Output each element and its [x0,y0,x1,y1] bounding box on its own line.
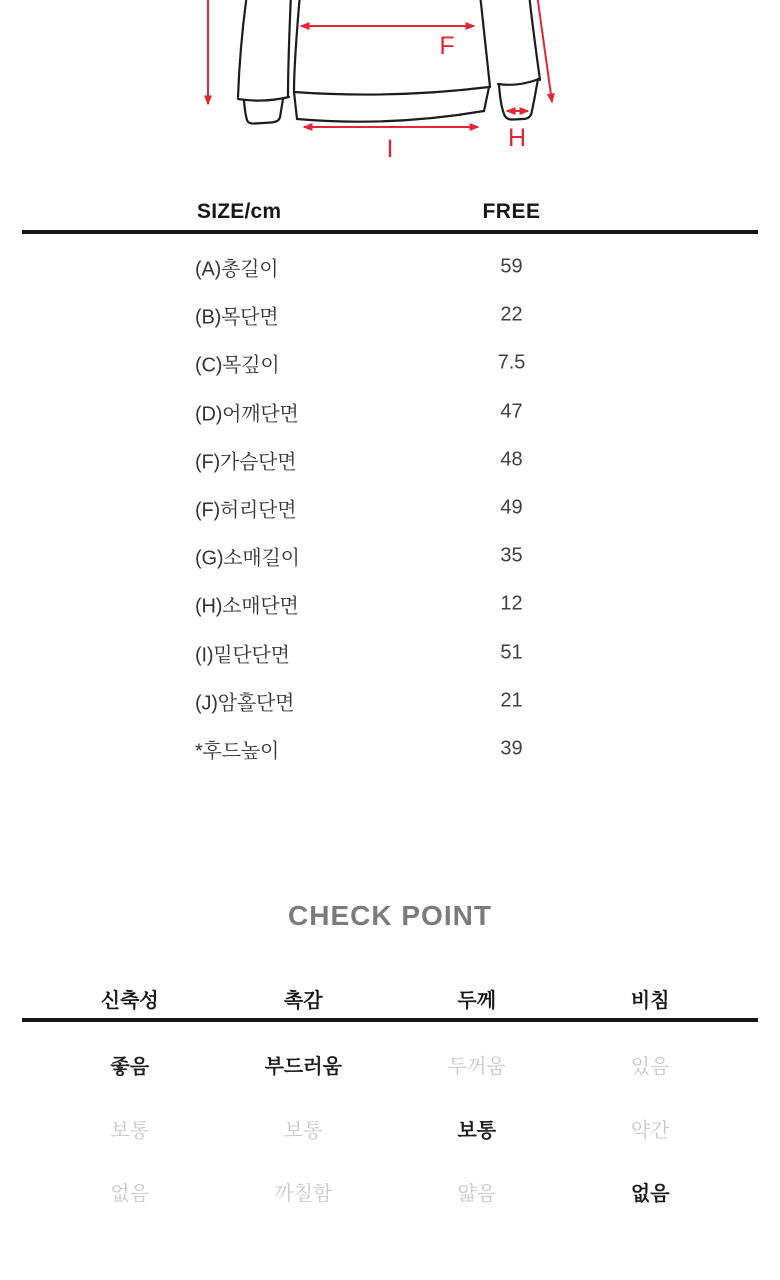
size-row-value: 47 [500,400,523,423]
size-row-label: (D)어깨단면 [195,403,299,426]
size-row-hem-width [0,629,780,677]
garment-measurement-diagram [0,0,780,172]
cp-header-sheerness: 비침 [630,990,670,1012]
size-row-waist-width [0,484,780,532]
measurement-arrows [208,0,552,127]
size-row-value: 7.5 [497,351,526,374]
size-row-value: 22 [500,303,523,326]
left-sleeve-inner-line [288,0,291,96]
left-sleeve-outer-line [238,0,247,97]
size-row-value: 48 [500,448,523,471]
size-row-value: 51 [500,641,523,664]
size-row-value: 35 [500,544,523,567]
size-row-label: (H)소매단면 [195,595,299,618]
size-row-neck-depth [0,339,780,387]
body-right-line [480,0,490,87]
sleeve-length-arrow [537,0,552,102]
size-row-label: (F)가슴단면 [195,451,297,474]
check-point-header-row [43,987,737,1015]
cp-row [43,1033,737,1097]
right-cuff-top-seam [498,79,539,85]
garment-outline [238,0,540,124]
cp-cell: 좋음 [110,1056,150,1079]
cp-cell: 까칠함 [274,1183,333,1206]
size-row-label: (A)총길이 [195,258,279,281]
label-f: F [439,32,455,60]
size-table-size-header: FREE [482,200,541,223]
check-point-table [43,1033,737,1224]
size-row-value: 59 [500,255,523,278]
size-row-hood-height [0,725,780,773]
size-row-label: *후드높이 [195,740,280,763]
label-h: H [507,124,527,152]
size-table [0,243,780,773]
size-row-label: (G)소매길이 [195,547,300,570]
check-point-title: CHECK POINT [288,900,492,931]
cp-cell: 보통 [283,1119,323,1142]
cp-header-thickness: 두께 [457,990,497,1012]
hem-band [294,87,489,122]
cp-cell: 보통 [110,1119,150,1142]
check-point-divider [22,1018,758,1022]
cp-cell: 없음 [110,1183,150,1206]
cp-header-stretch: 신축성 [100,990,159,1012]
size-row-shoulder-width [0,388,780,436]
size-row-neck-width [0,291,780,339]
size-row-value: 12 [500,592,523,615]
cp-row [43,1097,737,1161]
left-cuff [244,99,283,124]
cp-header-texture: 촉감 [283,990,323,1012]
size-row-label: (I)밑단단면 [195,644,290,667]
right-sleeve-outer-line [529,0,540,80]
size-row-label: (J)암홀단면 [195,692,295,715]
cp-cell: 없음 [630,1183,670,1206]
size-table-divider [22,230,758,234]
size-row-label: (F)허리단면 [195,499,297,522]
cp-cell: 보통 [457,1119,497,1142]
size-row-total-length [0,243,780,291]
size-row-cuff-width [0,580,780,628]
size-row-sleeve-length [0,532,780,580]
size-row-label: (B)목단면 [195,306,279,329]
cp-row [43,1160,737,1224]
measurement-labels [387,32,527,163]
cp-cell: 두꺼움 [447,1056,506,1079]
size-table-unit-header: SIZE/cm [197,200,282,223]
cp-cell: 약간 [630,1119,670,1142]
cp-cell: 얇음 [457,1183,497,1206]
hem-top-seam [294,87,489,95]
body-left-line [294,0,300,92]
left-sleeve-end-seam [238,97,289,101]
size-row-value: 49 [500,496,523,519]
size-row-value: 39 [500,737,523,760]
size-row-armhole-width [0,677,780,725]
size-row-value: 21 [500,689,523,712]
size-row-chest-width [0,436,780,484]
label-i: I [386,135,394,163]
cp-cell: 부드러움 [264,1056,342,1079]
cp-cell: 있음 [630,1056,670,1079]
size-row-label: (C)목깊이 [195,354,280,377]
